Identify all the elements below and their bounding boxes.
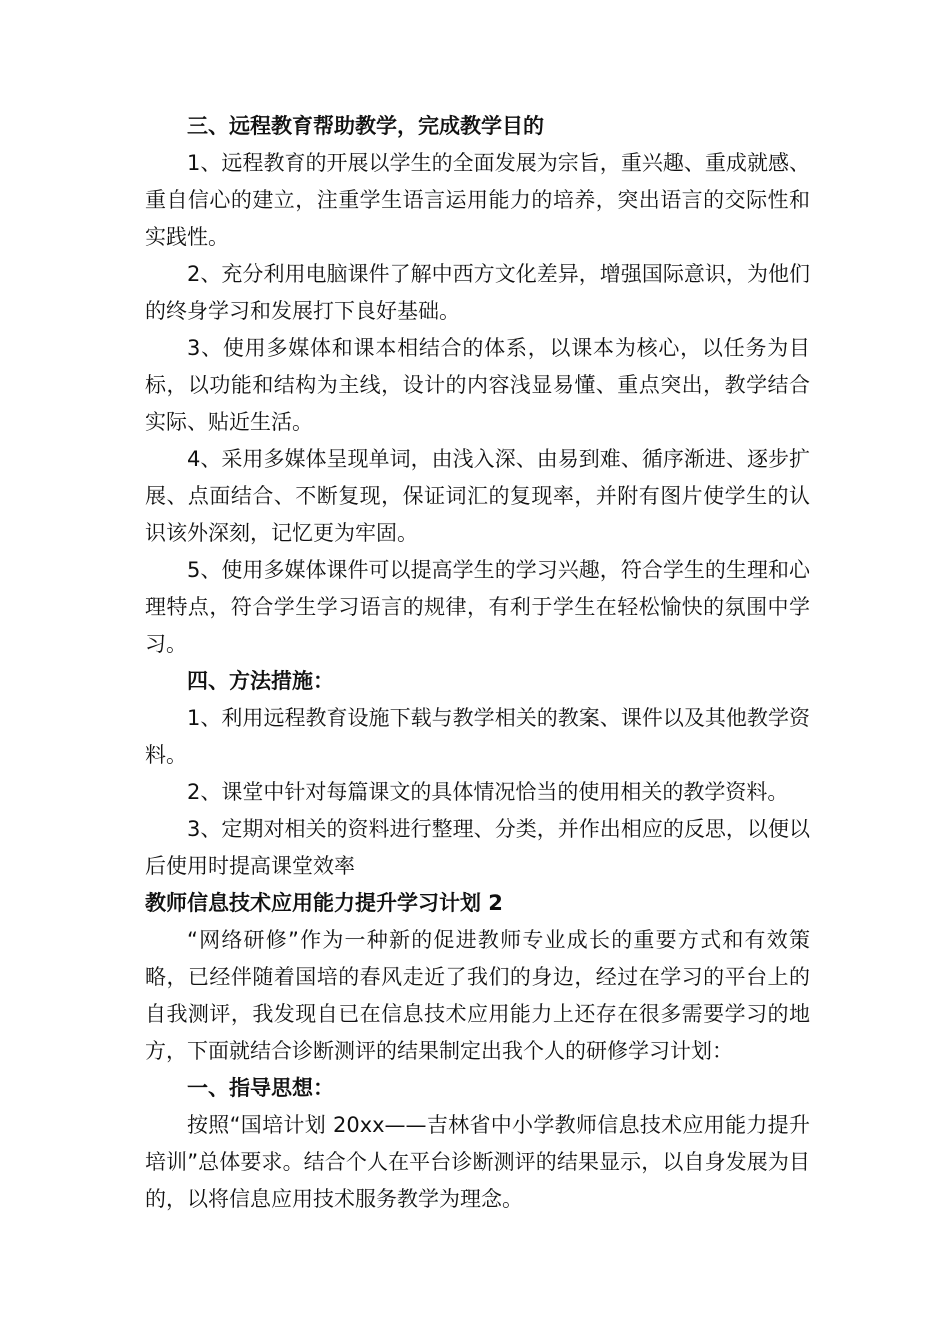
document-page xyxy=(145,108,810,1218)
section3-item-4: 4、采用多媒体呈现单词，由浅入深、由易到难、循序渐进、逐步扩展、点面结合、不断复现，保证词汇的复现率，并附有图片使学生的认识该外深刻，记忆更为牢固。 xyxy=(145,447,810,545)
section3-item-5: 5、使用多媒体课件可以提高学生的学习兴趣，符合学生的生理和心理特点，符合学生学习语言的规律，有利于学生在轻松愉快的氛围中学习。 xyxy=(145,558,810,656)
plan2-title: 教师信息技术应用能力提升学习计划 2 xyxy=(145,891,503,915)
section4-heading: 四、方法措施： xyxy=(187,669,334,693)
section3-item-1: 1、远程教育的开展以学生的全面发展为宗旨，重兴趣、重成就感、重自信心的建立，注重学生语言运用能力的培养，突出语言的交际性和实践性。 xyxy=(145,151,810,249)
section3-item-2: 2、充分利用电脑课件了解中西方文化差异，增强国际意识，为他们的终身学习和发展打下良好基础。 xyxy=(145,262,810,323)
section3-item-3: 3、使用多媒体和课本相结合的体系，以课本为核心，以任务为目标，以功能和结构为主线，设计的内容浅显易懂、重点突出，教学结合实际、贴近生活。 xyxy=(145,336,810,434)
plan2-intro: “网络研修”作为一种新的促进教师专业成长的重要方式和有效策略，已经伴随着国培的春风走近了我们的身边，经过在学习的平台上的自我测评，我发现自已在信息技术应用能力上还存在很多需要学习的地方，下面就结合诊断测评的结果制定出我个人的研修学习计划： xyxy=(145,928,810,1063)
guide-text: 按照“国培计划 20xx——吉林省中小学教师信息技术应用能力提升培训”总体要求。结合个人在平台诊断测评的结果显示，以自身发展为目的，以将信息应用技术服务教学为理念。 xyxy=(145,1113,810,1211)
section4-item-2: 2、课堂中针对每篇课文的具体情况恰当的使用相关的教学资料。 xyxy=(187,780,789,804)
section4-item-3: 3、定期对相关的资料进行整理、分类，并作出相应的反思，以便以后使用时提高课堂效率 xyxy=(145,817,810,878)
guide-heading: 一、指导思想： xyxy=(187,1076,334,1100)
section4-item-1: 1、利用远程教育设施下载与教学相关的教案、课件以及其他教学资料。 xyxy=(145,706,810,767)
section3-heading: 三、远程教育帮助教学，完成教学目的 xyxy=(187,114,544,138)
